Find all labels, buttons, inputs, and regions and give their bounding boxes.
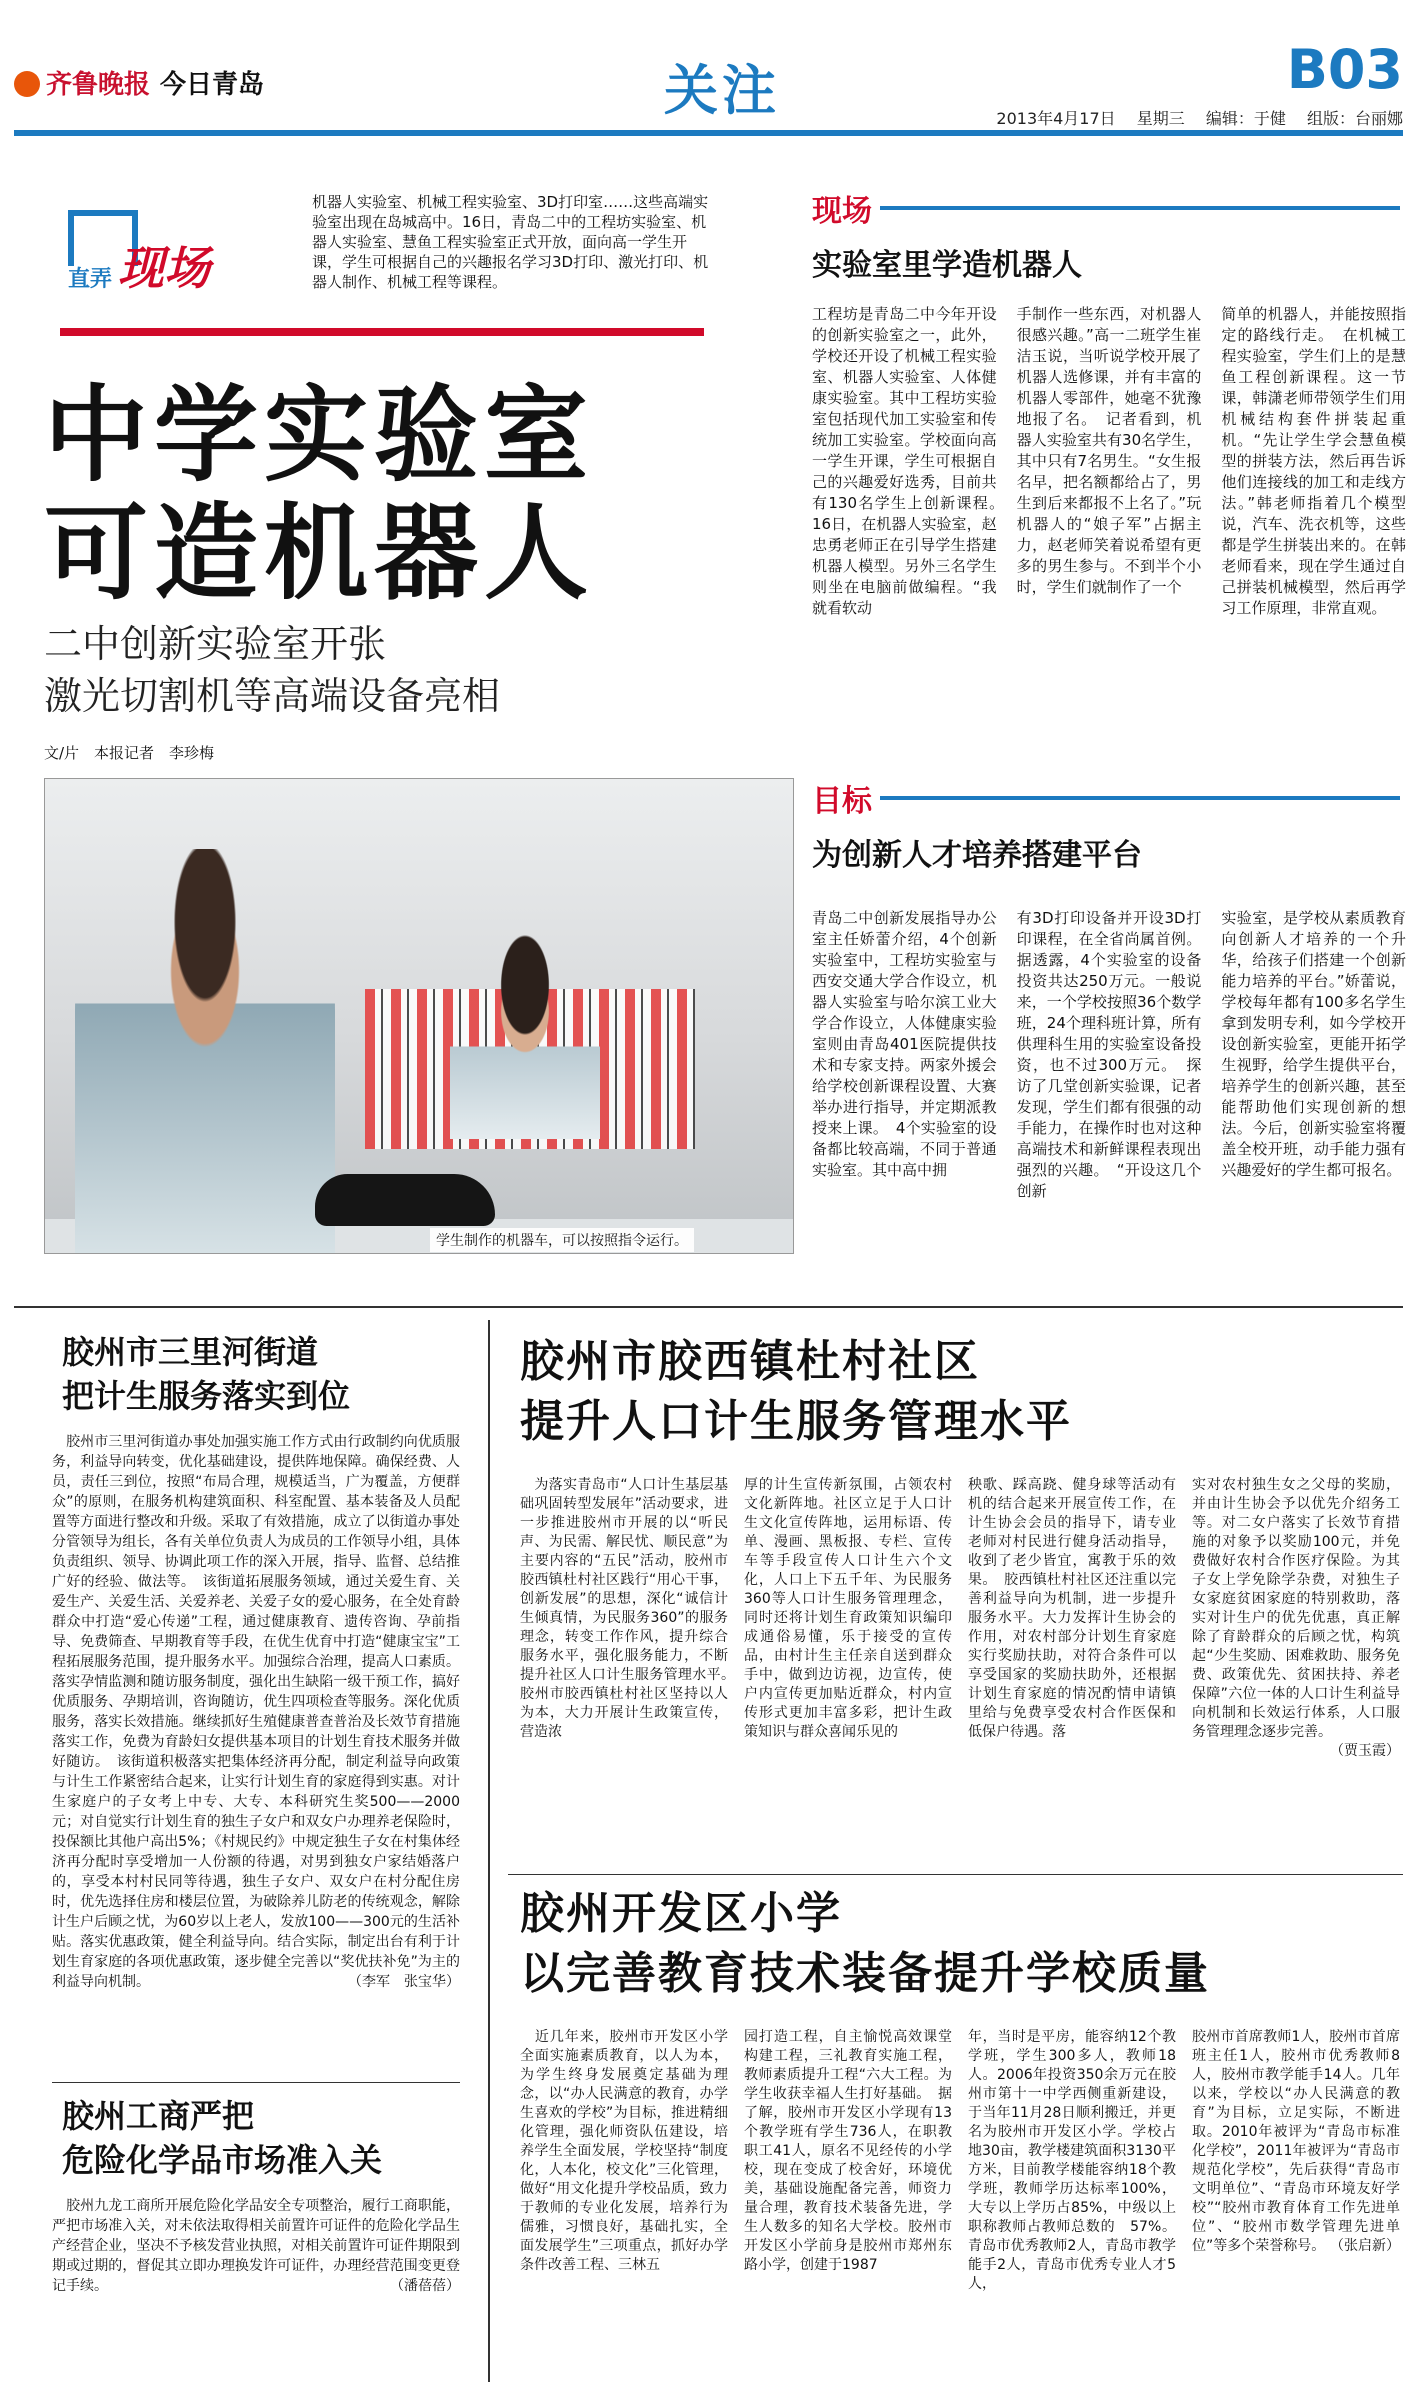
story2-body (520, 1476, 1400, 1866)
brand-name: 齐鲁晚报 (46, 70, 151, 100)
story2-headline-line2: 提升人口计生服务管理水平 (520, 1396, 1072, 1447)
lead-headline-line2: 可造机器人 (44, 491, 595, 614)
story3-column-4-text: 胶州市首席教师1人，胶州市首席班主任1人，胶州市优秀教师8人，胶州市教学能手14人。几年以来，学校以“办人民满意的教育”为目标，立足实际，不断进取。2010年被评为“青岛市标准化学校”，2011年被评为“青岛市规范化学校”，先后获得“青岛市文明单位”、“青岛市环境友好学校”“胶州市教育体育工作先进单位”、“胶州市数学管理先进单位”等多个荣誉称号。 (1192, 2029, 1400, 2254)
story2-column-4 (1192, 1476, 1400, 1866)
goal-column-1: 青岛二中创新发展指导办公室主任娇蕾介绍，4个创新实验室中，工程坊实验室与西安交通大学合作设立，机器人实验室与哈尔滨工业大学合作设立，人体健康实验室则由青岛401医院提供技术和专家支持。两家外援会给学校创新课程设置、大赛举办进行指导，并定期派教授来上课。 4个实验室的设备都比较高端，不同于普通实验室。其中高中拥 (812, 909, 997, 1179)
photo-student-girl (450, 919, 600, 1139)
goal-column-2: 有3D打印设备并开设3D打印课程，在全省尚属首例。据透露，4个实验室的设备投资共达250万元。一般说来，一个学校按照36个数学班，24个理科班计算，所有供理科生用的实验室设备投资，也不过300万元。 探访了几堂创新实验课，记者发现，学生们都有很强的动手能力，在操作时也对这种高端技术和新鲜课程表现出强烈的兴趣。 “开设这几个创新 (1016, 909, 1202, 1200)
scene-headline[interactable]: 实验室里学造机器人 (812, 248, 1082, 283)
scene-body (812, 304, 1406, 734)
lead-photo[interactable] (44, 778, 794, 1254)
goal-tag: 目标 (812, 784, 872, 819)
kicker-top: 直弄 (68, 266, 113, 292)
brief1-body (52, 1432, 460, 2072)
photo-robot-car (315, 1174, 495, 1226)
brief2-credit: （潘蓓蓓） (390, 2278, 460, 2294)
editor: 编辑：于健 (1205, 109, 1286, 128)
brief1-text: 胶州市三里河街道办事处加强实施工作方式由行政制约向优质服务，利益导向转变，优化基础建设，提供阵地保障。确保经费、人员，责任三到位，按照“布局合理，规模适当，广为覆盖，方便群众”的原则，在服务机构建筑面积、科室配置、基本装备及人员配置等方面进行整改和升级。采取了有效措施，成立了以街道办事处分管领导为组长，各有关单位负责人为成员的工作领导小组，具体负责组织、领导、协调此项工作的深入开展，指导、监督、总结推广好的经验、做法等。 该街道拓展服务领域，通过关爱生育、关爱生产、关爱生活、关爱养老、关爱子女的爱心服务，在全处育龄群众中打造“爱心传递”工程，通过健康教育、遗传咨询、孕前指导、免费筛查、早期教育等手段，在优生优育中打造“健康宝宝”工程拓展服务范围，提升服务水平。加强综合治理，提高人口素质。落实孕情监测和随访服务制度，强化出生缺陷一级干预工作，搞好优质服务、孕期培训，咨询随访，优生四项检查等服务。深化优质服务，落实长效措施。继续抓好生殖健康普查普治及长效节育措施落实工作，免费为育龄妇女提供基本项目的计划生育技术服务并做好随访。 该街道积极落实把集体经济再分配，制定利益导向政策与计生工作紧密结合起来，让实行计划生育的家庭得到实惠。对计生家庭户的子女考上中专、大专、本科研究生奖500——2000元；对自觉实行计划生育的独生子女户和双女户办理养老保险时，投保额比其他户高出5%；《村规民约》中规定独生子女在村集体经济再分配时享受增加一人份额的待遇，对男到独女户家结婚落户的，享受本村村民同等待遇，独生子女户、双女户在村分配住房时，优先选择住房和楼层位置，为破除养儿防老的传统观念，解除计生户后顾之忧，为60岁以上老人，发放100——300元的生活补贴。落实优惠政策，健全利益导向。结合实际，制定出台有利于计划生育家庭的各项优惠政策，逐步健全完善以“奖优扶补免”为主的利益导向机制。 (52, 1434, 460, 1990)
brief2-headline-line2: 危险化学品市场准入关 (62, 2141, 383, 2179)
lead-headline[interactable] (44, 373, 724, 614)
scene-column-2: 手制作一些东西，对机器人很感兴趣。”高一二班学生崔洁玉说，当听说学校开展了机器人选修课，并有丰富的机器人零部件，她毫不犹豫地报了名。 记者看到，机器人实验室共有30名学生，其中只有7名男生。“女生报名早，把名额都给占了，男生到后来都报不上名了。”玩机器人的“娘子军”占据主力，赵老师笑着说希望有更多的男生参与。不到半个小时，学生们就制作了一个 (1016, 305, 1202, 596)
edition-name: 今日青岛 (160, 70, 265, 100)
page-number: B03 (1286, 38, 1403, 101)
kicker-logo (68, 210, 248, 300)
layout-editor: 组版：台丽娜 (1306, 109, 1403, 128)
story3-column-4 (1192, 2028, 1400, 2388)
brief2-body (52, 2196, 460, 2376)
goal-column-3: 实验室，是学校从素质教育向创新人才培养的一个升华，给孩子们搭建一个创新能力培养的平台。”娇蕾说，学校每年都有100多名学生拿到发明专利，如今学校开设创新实验室，更能开拓学生视野，给学生提供平台，培养学生的创新兴趣，甚至能帮助他们实现创新的想法。今后，创新实验室将覆盖全校开班，动手能力强有兴趣爱好的学生都可报名。 (1221, 909, 1407, 1179)
brief2-headline[interactable] (62, 2094, 382, 2182)
brief1-credit: （李军 张宝华） (348, 1974, 460, 1990)
story3-column-3: 年，当时是平房，能容纳12个教学班，学生300多人，教师18人。2006年投资350余万元在胶州市第十一中学西侧重新建设，于当年11月28日顺利搬迁，并更名为胶州市开发区小学。学校占地30亩，教学楼建筑面积3130平方米，目前教学楼能容纳18个教学班，教师学历达标率100%，大专以上学历占85%，中级以上职称教师占教师总数的 57%。青岛市优秀教师2人，青岛市教学能手2人，青岛市优秀专业人才5人， (968, 2029, 1176, 2292)
lead-subtitle (44, 618, 724, 722)
lead-intro: 机器人实验室、机械工程实验室、3D打印室……这些高端实验室出现在岛城高中。16日，青岛二中的工程坊实验室、机器人实验室、慧鱼工程实验室正式开放，面向高一学生开课，学生可根据自己的兴趣报名学习3D打印、激光打印、机器人制作、机械工程等课程。 (312, 193, 709, 291)
brief2-headline-line1: 胶州工商严把 (62, 2097, 255, 2135)
story3-column-2: 园打造工程，自主愉悦高效课堂构建工程，三礼教育实施工程，教师素质提升工程“六大工程。为学生收获幸福人生打好基础。 据了解，胶州市开发区小学现有13个教学班有学生736人，在职教职工41人，原名不见经传的小学校，现在变成了校舍好，环境优美，基础设施配备完善，师资力量合理，教育技术装备先进，学生人数多的知名大学校。胶州市开发区小学前身是胶州市郑州东路小学，创建于1987 (744, 2029, 952, 2273)
story2-credit: （贾玉霞） (1330, 1743, 1400, 1759)
brief2-text: 胶州九龙工商所开展危险化学品安全专项整治，履行工商职能，严把市场准入关，对未依法取得相关前置许可证件的危险化学品生产经营企业，坚决不予核发营业执照，对相关前置许可证件期限到期或过期的，督促其立即办理换发许可证件，办理经营范围变更登记手续。 (52, 2198, 460, 2294)
story2-headline-line1: 胶州市胶西镇杜村社区 (520, 1336, 980, 1387)
sun-logo-icon (14, 71, 40, 97)
story3-column-1: 近几年来，胶州市开发区小学全面实施素质教育，以人为本，为学生终身发展奠定基础为理念，以“办人民满意的教育，办学生喜欢的学校”为目标，推进精细化管理，强化师资队伍建设，培养学生全面发展，学校坚持“制度化，人本化，校文化”三化管理，做好“用文化提升学校品质，致力于教师的专业化发展，培养行为儒雅，习惯良好，基础扎实，全面发展学生”三项重点，抓好办学条件改善工程、三林五 (520, 2029, 728, 2273)
brief1-headline-line1: 胶州市三里河街道 (62, 1333, 319, 1371)
column-divider (488, 1320, 490, 2382)
story3-body (520, 2028, 1400, 2388)
brief1-headline-line2: 把计生服务落实到位 (62, 1377, 351, 1415)
goal-headline[interactable]: 为创新人才培养搭建平台 (812, 838, 1142, 873)
story3-credit: （张启新） (1330, 2238, 1400, 2254)
brief1-headline[interactable] (62, 1330, 350, 1418)
scene-tag-rule (880, 206, 1400, 210)
photo-caption: 学生制作的机器车，可以按照指令运行。 (430, 1228, 694, 1252)
section-title: 关注 (664, 59, 780, 122)
story3-headline[interactable] (520, 1884, 1210, 2004)
scene-column-1: 工程坊是青岛二中今年开设的创新实验室之一，此外，学校还开设了机械工程实验室、机器人实验室、人体健康实验室。其中工程坊实验室包括现代加工实验室和传统加工实验室。学校面向高一学生开课，学生可根据自己的兴趣爱好选秀，目前共有130名学生上创新课程。 16日，在机器人实验室，赵忠勇老师正在引导学生搭建机器人模型。另外三名学生则坐在电脑前做编程。“我就看软动 (812, 305, 1012, 617)
photo-student-boy (75, 849, 335, 1254)
story3-headline-line1: 胶州开发区小学 (520, 1888, 842, 1939)
scene-column-3: 简单的机器人，并能按照指定的路线行走。 在机械工程实验室，学生们上的是慧鱼工程创新课程。这一节课，韩潇老师带领学生们用机械结构套件拼装起重机。“先让学生学会慧鱼模型的拼装方法，然后再告诉他们连接线的加工和走线方法。”韩老师指着几个模型说，汽车、洗衣机等，这些都是学生拼装出来的。在韩老师看来，现在学生通过自己拼装机械模型，然后再学习工作原理，非常直观。 (1221, 305, 1407, 617)
masthead (14, 28, 1403, 128)
lead-subtitle-line2: 激光切割机等高端设备亮相 (44, 674, 501, 718)
story2-column-4-text: 实对农村独生女之父母的奖励，并由计生协会予以优先介绍务工等。对二女户落实了长效节育措施的对象予以奖励100元，并免费做好农村合作医疗保险。为其子女上学免除学杂费，对独生子女家庭贫困家庭的特别救助，落实对计生户的优先优惠，真正解除了育龄群众的后顾之忧，构筑起“少生奖励、困难救助、服务免费、政策优先、贫困扶持、养老保障”六位一体的人口计生利益导向机制和长效运行体系，人口服务管理理念逐步完善。 (1192, 1477, 1400, 1740)
lead-subtitle-line1: 二中创新实验室开张 (44, 622, 387, 666)
lead-headline-line1: 中学实验室 (44, 373, 595, 496)
scene-tag: 现场 (812, 194, 872, 229)
story2-column-1: 为落实青岛市“人口计生基层基础巩固转型发展年”活动要求，进一步推进胶州市开展的以“听民声、为民需、解民忧、顺民意”为主要内容的“五民”活动，胶州市胶西镇杜村社区践行“用心干事，创新发展”的思想，深化“诚信计生倾真情，为民服务360”的服务理念，转变工作作风，提升综合服务水平，强化服务能力，不断提升社区人口计生服务管理水平。 胶州市胶西镇杜村社区坚持以人为本，大力开展计生政策宣传，营造浓 (520, 1477, 742, 1740)
kicker-main: 现场 (118, 241, 210, 295)
story2-column-3: 秧歌、踩高跷、健身球等活动有机的结合起来开展宣传工作，在计生协会会员的指导下，请专业老师对村民进行健身活动指导，收到了老少皆宜，寓教于乐的效果。 胶西镇杜村社区还注重以完善利益导向为机制，进一步提升服务水平。大力发挥计生协会的作用，对农村部分计划生育家庭实行奖励扶助，对符合条件可以享受国家的奖励扶助外，还根据计划生育家庭的情况酌情申请镇里给与免费享受农村合作医保和低保户待遇。落 (968, 1477, 1176, 1740)
lower-section-divider (14, 1306, 1403, 1308)
dateline (996, 106, 1403, 129)
kicker-divider (60, 328, 704, 336)
masthead-divider (14, 130, 1403, 136)
brand-logo[interactable] (14, 64, 264, 101)
goal-body (812, 908, 1406, 1288)
story3-headline-line2: 以完善教育技术装备提升学校质量 (520, 1948, 1210, 1999)
weekday: 星期三 (1136, 109, 1185, 128)
issue-date: 2013年4月17日 (996, 109, 1116, 128)
story2-column-2: 厚的计生宣传新氛围，占领农村文化新阵地。社区立足于人口计生文化宣传阵地，运用标语、传单、漫画、黑板报、专栏、宣传车等手段宣传人口计生六个文化，人口上下五千年、为民服务360等人口计生服务管理理念，同时还将计划生育政策知识编印成通俗易懂，乐于接受的宣传品，由村计生主任亲自送到群众手中，做到边访视，边宣传，使户内宣传更加贴近群众，村内宣传形式更加丰富多彩，把计生政策知识与群众喜闻乐见的 (744, 1477, 952, 1740)
byline: 文/片 本报记者 李珍梅 (44, 744, 215, 762)
story-divider (508, 1874, 1403, 1875)
story2-headline[interactable] (520, 1332, 1072, 1452)
brief-divider (52, 2082, 460, 2083)
goal-tag-rule (880, 796, 1400, 800)
